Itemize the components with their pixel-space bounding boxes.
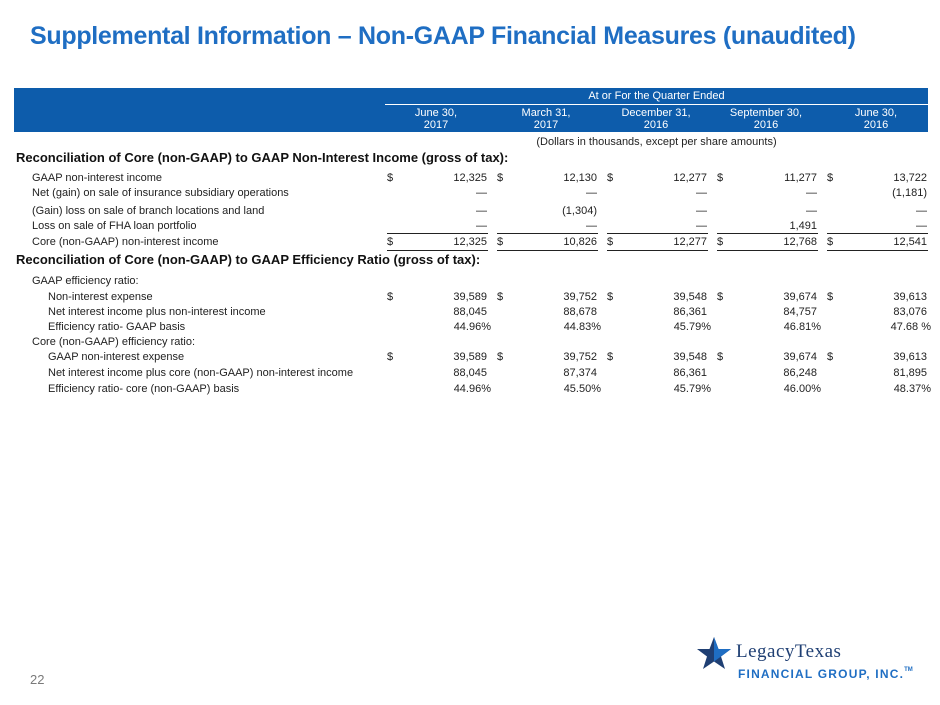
total-rule <box>497 250 598 251</box>
subsection-heading <box>0 274 940 288</box>
table-cell: 12,130 <box>563 172 597 184</box>
table-cell: 13,722 <box>893 172 927 184</box>
row-label: Net interest income plus core (non-GAAP) non-interest income <box>48 367 354 379</box>
table-row <box>0 186 940 200</box>
company-logo <box>696 632 926 688</box>
row-label: GAAP non-interest income <box>32 172 163 184</box>
table-cell: 46.00% <box>783 383 821 395</box>
table-cell: 39,548 <box>673 291 707 303</box>
currency-symbol: $ <box>497 172 504 184</box>
table-cell: 88,045 <box>453 367 487 379</box>
currency-symbol: $ <box>497 291 504 303</box>
table-row <box>0 350 940 364</box>
subtotal-rule <box>717 233 818 234</box>
table-row <box>0 204 940 218</box>
logo-subtitle: FINANCIAL GROUP, INC.™ <box>738 667 913 681</box>
total-rule <box>717 250 818 251</box>
table-cell: 12,277 <box>673 172 707 184</box>
column-header-4: September 30, 2016 <box>729 107 803 131</box>
table-cell: 88,045 <box>453 306 487 318</box>
table-cell: 12,325 <box>453 172 487 184</box>
table-cell: — <box>806 187 817 199</box>
page-number: 22 <box>30 672 45 687</box>
subtotal-rule <box>497 233 598 234</box>
table-cell: 39,613 <box>893 351 927 363</box>
currency-symbol: $ <box>717 351 724 363</box>
table-cell: — <box>916 205 927 217</box>
subtotal-rule <box>607 233 708 234</box>
table-cell: 39,548 <box>673 351 707 363</box>
table-cell: (1,181) <box>892 187 927 199</box>
row-label: (Gain) loss on sale of branch locations and land <box>32 205 265 217</box>
table-row <box>0 320 940 334</box>
header-divider <box>385 104 928 105</box>
table-cell: 39,674 <box>783 291 817 303</box>
currency-symbol: $ <box>387 236 394 248</box>
table-cell: 46.81% <box>783 321 821 333</box>
table-cell: 86,248 <box>783 367 817 379</box>
units-note: (Dollars in thousands, except per share amounts) <box>536 136 777 148</box>
column-header-5: June 30, 2016 <box>854 107 898 131</box>
section-title-non-interest-income: Reconciliation of Core (non-GAAP) to GAAP Non-Interest Income (gross of tax): <box>16 150 509 165</box>
table-cell: 44.96% <box>453 383 491 395</box>
table-cell: 39,589 <box>453 291 487 303</box>
currency-symbol: $ <box>607 236 614 248</box>
row-label: Non-interest expense <box>48 291 153 303</box>
row-label: Net interest income plus non-interest income <box>48 306 266 318</box>
table-cell: 86,361 <box>673 306 707 318</box>
column-header-3: December 31, 2016 <box>621 107 691 131</box>
logo-wordmark: LegacyTexas <box>736 641 842 662</box>
currency-symbol: $ <box>827 172 834 184</box>
row-label: Loss on sale of FHA loan portfolio <box>32 220 197 232</box>
table-cell: — <box>916 220 927 232</box>
table-cell: — <box>476 187 487 199</box>
gaap-efficiency-heading: GAAP efficiency ratio: <box>32 275 139 287</box>
row-label: Efficiency ratio- core (non-GAAP) basis <box>48 383 240 395</box>
table-cell: 45.50% <box>563 383 601 395</box>
table-cell: (1,304) <box>562 205 597 217</box>
table-cell: 87,374 <box>563 367 597 379</box>
table-cell: 86,361 <box>673 367 707 379</box>
table-row <box>0 366 940 380</box>
table-group-label: At or For the Quarter Ended <box>588 90 725 102</box>
table-cell: — <box>806 205 817 217</box>
table-cell: 39,589 <box>453 351 487 363</box>
table-cell: 44.83% <box>563 321 601 333</box>
table-row <box>0 305 940 319</box>
table-row <box>0 219 940 233</box>
currency-symbol: $ <box>827 351 834 363</box>
subtotal-rule <box>827 233 928 234</box>
table-cell: 12,277 <box>673 236 707 248</box>
table-cell: 39,613 <box>893 291 927 303</box>
currency-symbol: $ <box>607 351 614 363</box>
subtotal-rule <box>387 233 488 234</box>
table-cell: 47.68 % <box>890 321 931 333</box>
table-row-total <box>0 235 940 249</box>
table-cell: — <box>476 205 487 217</box>
currency-symbol: $ <box>387 351 394 363</box>
total-rule <box>827 250 928 251</box>
table-cell: 10,826 <box>563 236 597 248</box>
table-cell: 11,277 <box>784 172 817 184</box>
currency-symbol: $ <box>607 291 614 303</box>
currency-symbol: $ <box>387 291 394 303</box>
table-cell: — <box>586 220 597 232</box>
table-cell: — <box>476 220 487 232</box>
currency-symbol: $ <box>717 291 724 303</box>
table-row <box>0 382 940 396</box>
table-cell: 88,678 <box>563 306 597 318</box>
table-cell: — <box>586 187 597 199</box>
currency-symbol: $ <box>827 291 834 303</box>
table-cell: 12,541 <box>893 236 927 248</box>
currency-symbol: $ <box>387 172 394 184</box>
table-cell: — <box>696 205 707 217</box>
table-cell: 84,757 <box>783 306 817 318</box>
section-title-efficiency-ratio: Reconciliation of Core (non-GAAP) to GAAP Efficiency Ratio (gross of tax): <box>16 252 481 267</box>
currency-symbol: $ <box>827 236 834 248</box>
column-header-2: March 31, 2017 <box>521 107 571 131</box>
row-label: Net (gain) on sale of insurance subsidiary operations <box>32 187 289 199</box>
currency-symbol: $ <box>497 236 504 248</box>
table-cell: 44.96% <box>453 321 491 333</box>
currency-symbol: $ <box>717 172 724 184</box>
subsection-heading <box>0 335 940 349</box>
total-rule <box>607 250 708 251</box>
row-label: Core (non-GAAP) non-interest income <box>32 236 219 248</box>
table-cell: 39,752 <box>563 291 597 303</box>
star-icon <box>696 636 732 672</box>
table-row <box>0 290 940 304</box>
table-cell: 1,491 <box>789 220 817 232</box>
currency-symbol: $ <box>497 351 504 363</box>
total-rule <box>387 250 488 251</box>
table-cell: 81,895 <box>893 367 927 379</box>
page-title: Supplemental Information – Non-GAAP Financial Measures (unaudited) <box>30 22 856 50</box>
table-cell: 12,325 <box>453 236 487 248</box>
table-cell: — <box>696 220 707 232</box>
table-row <box>0 171 940 185</box>
trademark-mark: TM <box>904 667 913 673</box>
column-header-1: June 30, 2017 <box>414 107 458 131</box>
table-cell: 39,674 <box>783 351 817 363</box>
core-efficiency-heading: Core (non-GAAP) efficiency ratio: <box>32 336 196 348</box>
table-cell: 48.37% <box>893 383 931 395</box>
table-cell: 45.79% <box>673 383 711 395</box>
currency-symbol: $ <box>607 172 614 184</box>
table-cell: 12,768 <box>783 236 817 248</box>
table-cell: 83,076 <box>893 306 927 318</box>
table-cell: 45.79% <box>673 321 711 333</box>
table-cell: — <box>696 187 707 199</box>
table-cell: 39,752 <box>563 351 597 363</box>
row-label: Efficiency ratio- GAAP basis <box>48 321 186 333</box>
currency-symbol: $ <box>717 236 724 248</box>
row-label: GAAP non-interest expense <box>48 351 185 363</box>
